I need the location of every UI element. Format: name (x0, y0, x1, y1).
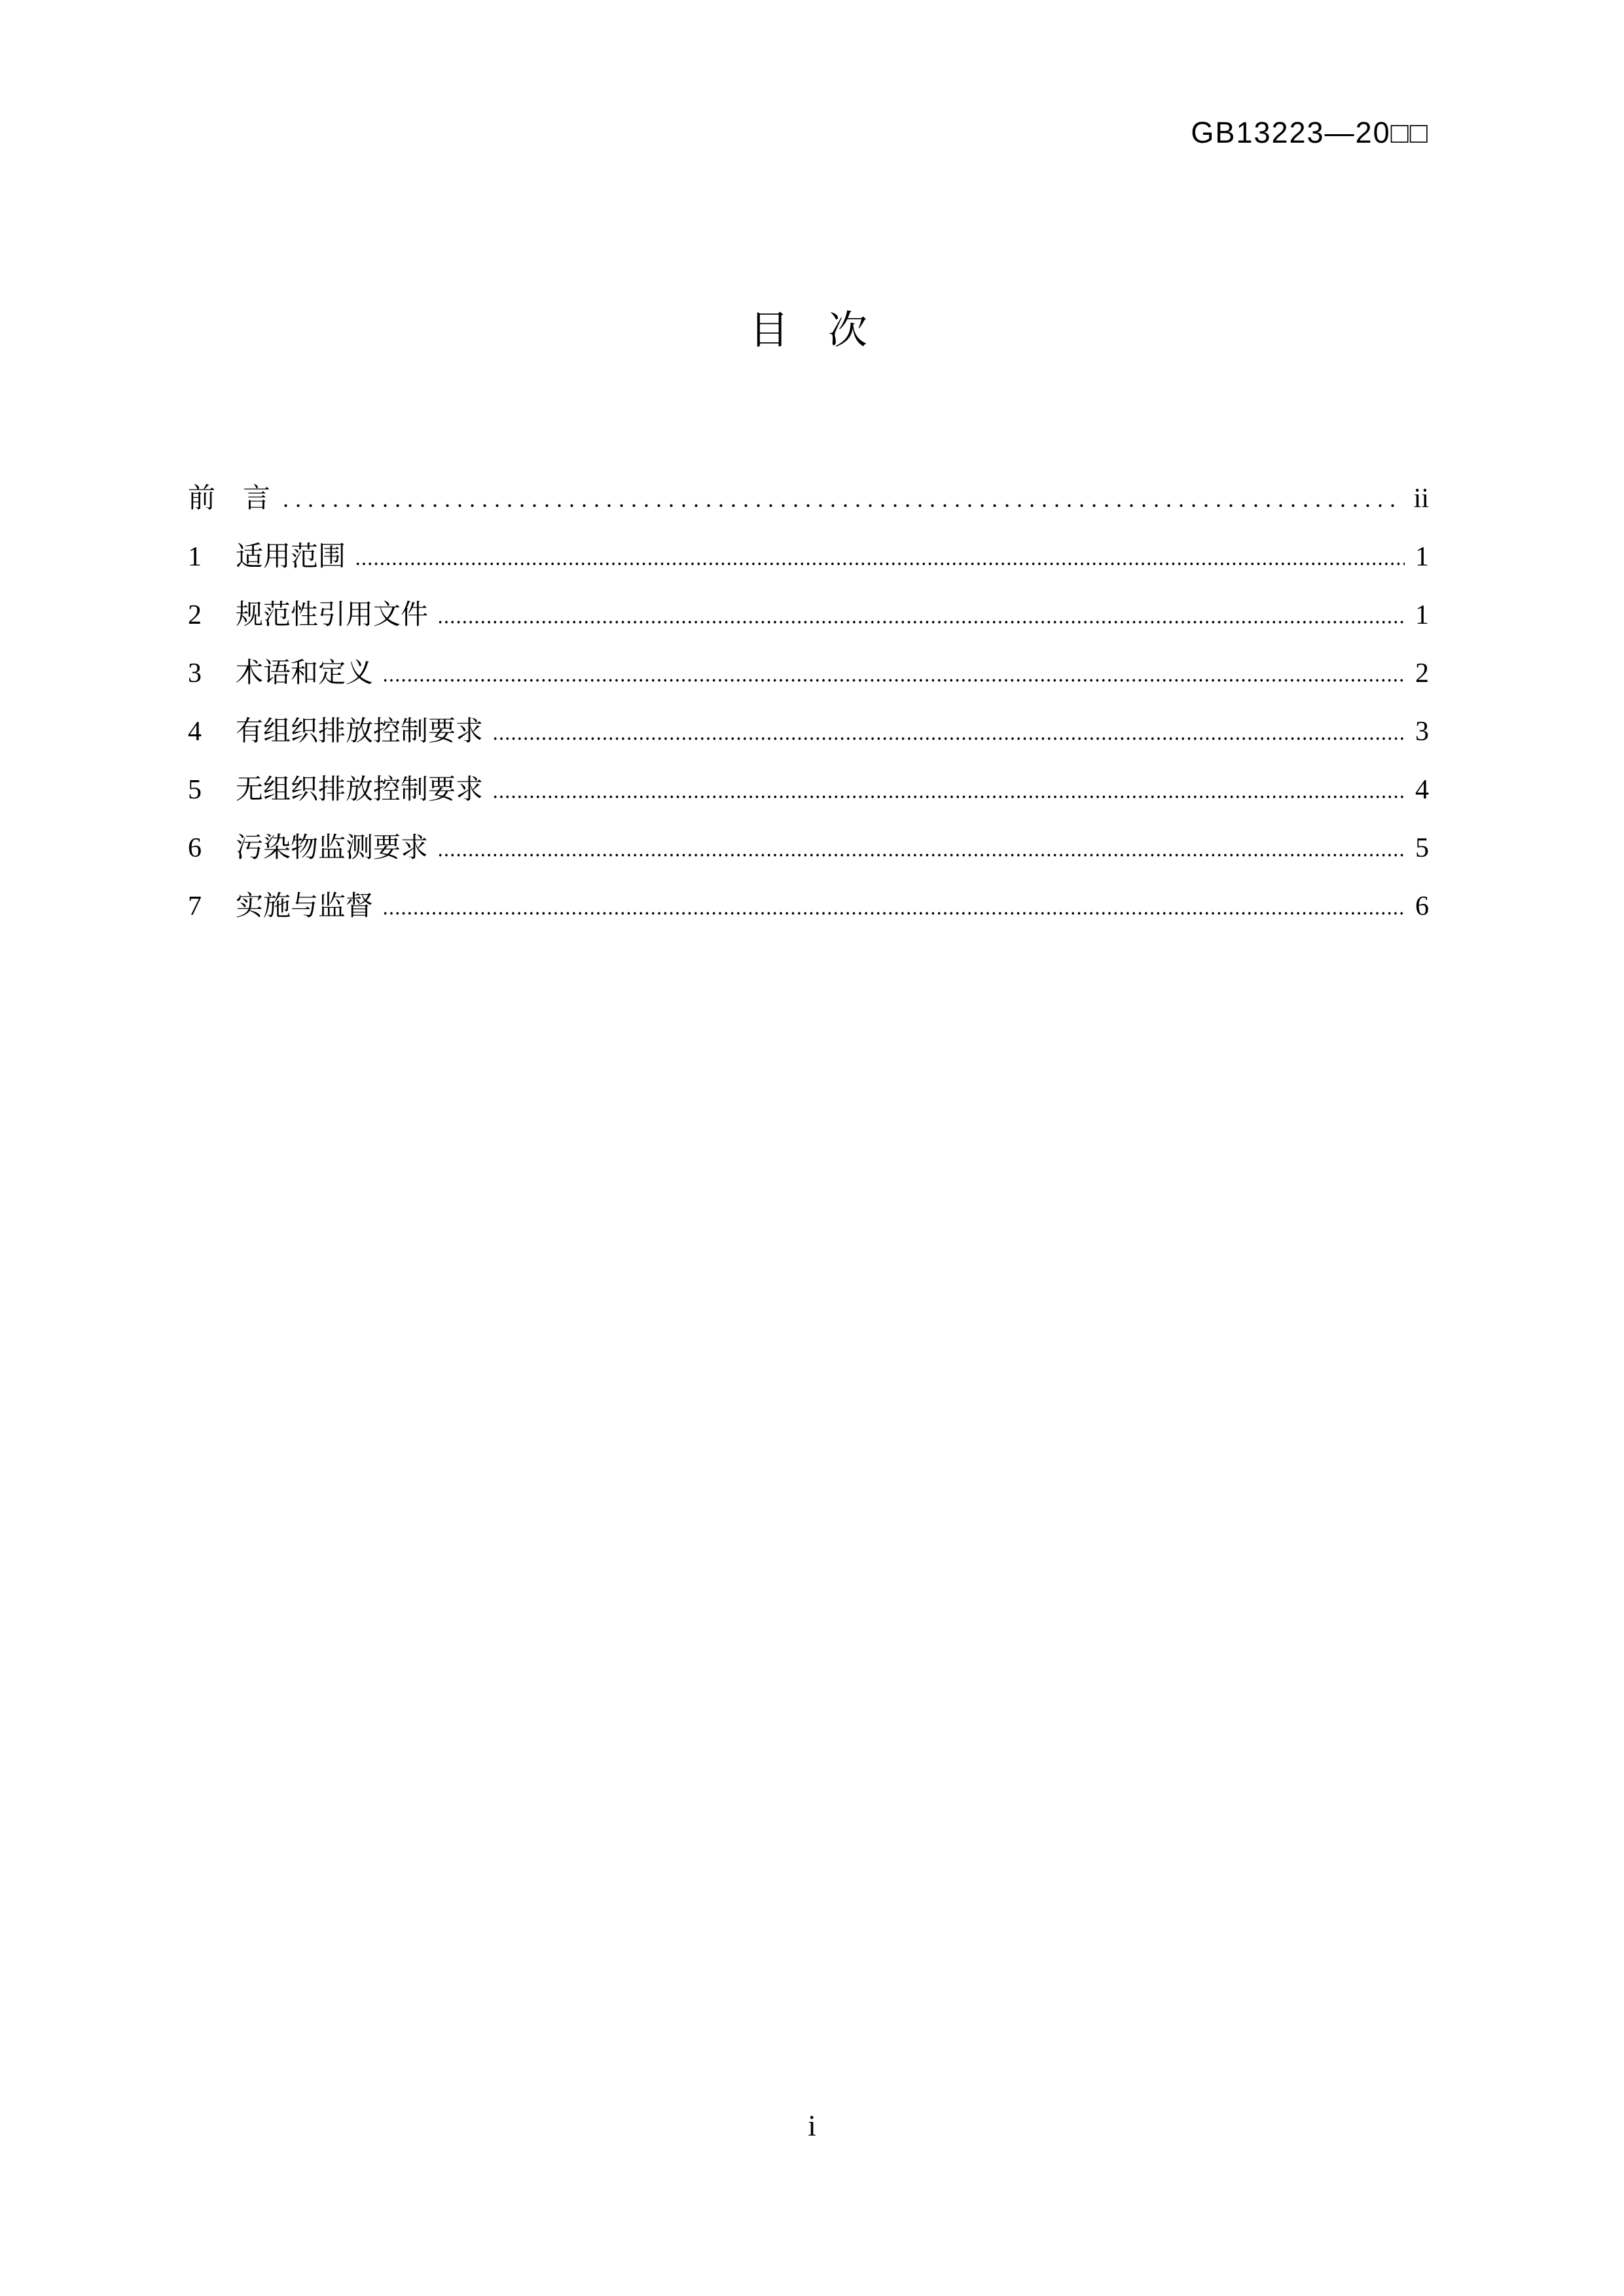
toc-entry[interactable] (188, 645, 1429, 703)
toc-entry-page-number: 3 (1415, 717, 1429, 747)
toc-entry-label[interactable]: 有组织排放控制要求 (236, 717, 484, 747)
toc-entry-label[interactable]: 前 言 (188, 484, 271, 514)
toc-entry-page-number: ii (1413, 484, 1429, 514)
standard-code: GB13223—20□□ (1191, 116, 1429, 149)
toc-entry[interactable] (188, 586, 1429, 645)
table-of-contents (188, 470, 1429, 936)
toc-entry-page-number: 5 (1415, 833, 1429, 863)
dot-leader (280, 504, 1403, 507)
toc-entry-page-number: 2 (1415, 658, 1429, 689)
toc-entry-label[interactable]: 实施与监督 (236, 891, 374, 922)
toc-entry[interactable] (188, 878, 1429, 936)
toc-entry-page-number: 4 (1415, 775, 1429, 805)
dot-leader (492, 737, 1405, 740)
dot-leader (492, 795, 1405, 798)
dot-leader (382, 912, 1405, 915)
toc-entry-label[interactable]: 无组织排放控制要求 (236, 775, 484, 805)
toc-entry-page-number: 1 (1415, 542, 1429, 572)
toc-entry-number: 5 (188, 775, 202, 805)
toc-entry-label[interactable]: 适用范围 (236, 542, 346, 572)
dot-leader (437, 620, 1405, 624)
toc-entry-number: 2 (188, 600, 202, 630)
toc-entry[interactable] (188, 819, 1429, 878)
toc-entry-page-number: 1 (1415, 600, 1429, 630)
toc-entry-number: 1 (188, 542, 202, 572)
toc-entry[interactable] (188, 761, 1429, 819)
toc-entry-label[interactable]: 规范性引用文件 (236, 600, 429, 630)
toc-entry-number: 4 (188, 717, 202, 747)
toc-entry-label[interactable]: 污染物监测要求 (236, 833, 429, 863)
dot-leader (355, 562, 1405, 565)
toc-entry-page-number: 6 (1415, 891, 1429, 922)
toc-entry-label[interactable]: 术语和定义 (236, 658, 374, 689)
page-title: 目 次 (749, 308, 867, 352)
toc-entry-number: 6 (188, 833, 202, 863)
toc-entry-number: 7 (188, 891, 202, 922)
toc-entry[interactable] (188, 703, 1429, 761)
toc-entry[interactable] (188, 528, 1429, 586)
toc-entry-number: 3 (188, 658, 202, 689)
footer-page-number: i (808, 2109, 816, 2142)
toc-entry[interactable] (188, 470, 1429, 528)
dot-leader (382, 679, 1405, 682)
dot-leader (437, 853, 1405, 857)
